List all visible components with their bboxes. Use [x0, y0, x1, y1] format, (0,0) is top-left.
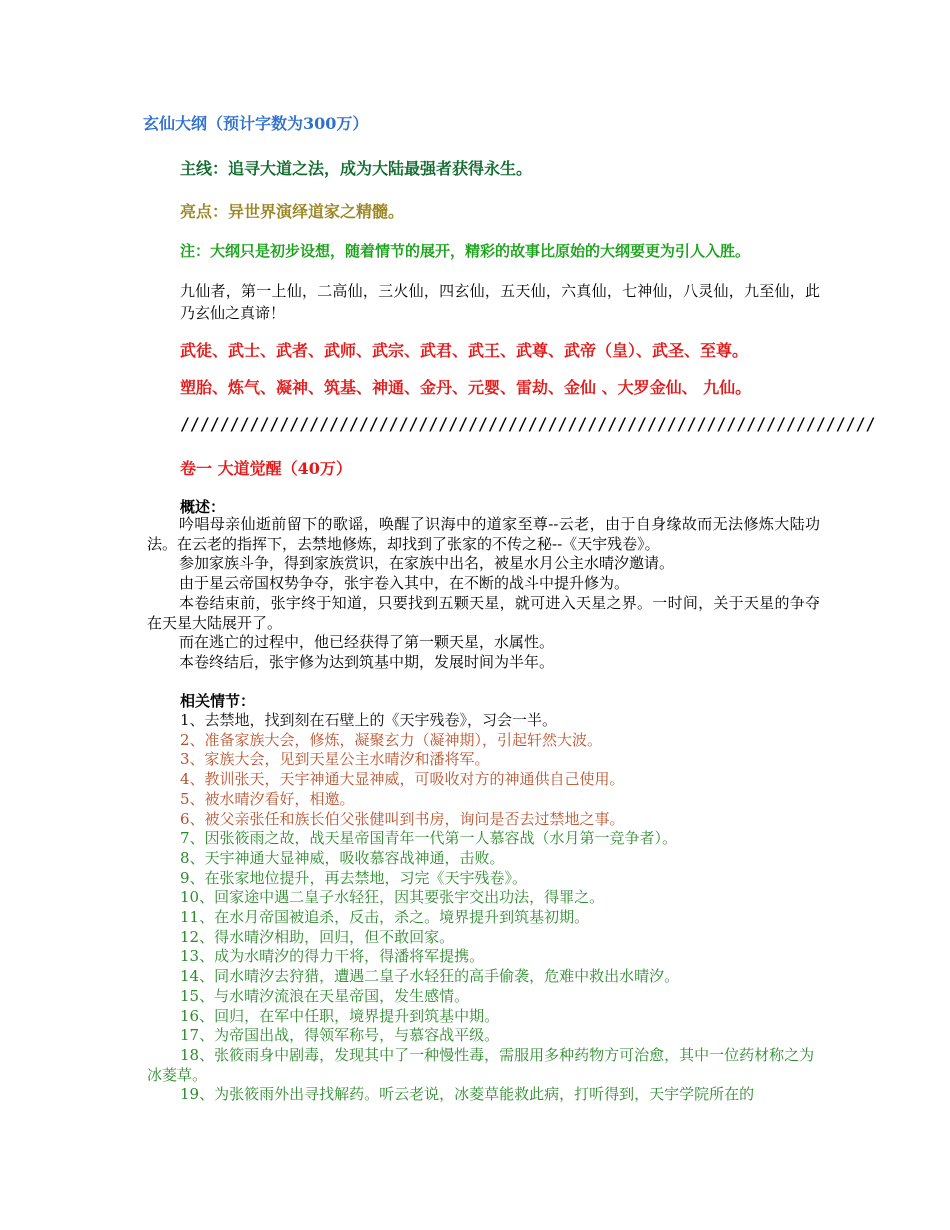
martial-ranks: 武徒、武士、武者、武师、武宗、武君、武王、武尊、武帝（皇）、武圣、至尊。 — [180, 341, 749, 360]
plot-item: 16、回归，在军中任职，境界提升到筑基中期。 — [180, 1006, 500, 1025]
plot-item: 14、同水晴汐去狩猎，遭遇二皇子水轻狂的高手偷袭，危难中救出水晴汐。 — [180, 967, 680, 986]
overview-paragraph-4: 本卷结束前，张宇终于知道，只要找到五颗天星，就可进入天星之界。一时间，关于天星的争夺在天星大陆展开了。 — [147, 594, 820, 632]
plot-item: 7、因张筱雨之故，战天星帝国青年一代第一人慕容战（水月第一竞争者）。 — [180, 829, 678, 848]
plot-item: 9、在张家地位提升，再去禁地，习完《天宇残卷》。 — [180, 868, 528, 887]
plot-item: 10、回家途中遇二皇子水轻狂，因其要张宇交出功法，得罪之。 — [180, 888, 605, 907]
main-line: 主线：追寻大道之法，成为大陆最强者获得永生。 — [180, 159, 533, 178]
overview-heading: 概述： — [180, 498, 226, 516]
volume-title: 卷一 大道觉醒（40万） — [180, 459, 352, 478]
doc-title: 玄仙大纲（预计字数为300万） — [143, 114, 369, 133]
cultivation-ranks: 塑胎、炼气、凝神、筑基、神通、金丹、元婴、雷劫、金仙 、大罗金仙、 九仙。 — [180, 378, 752, 397]
plot-list — [147, 711, 820, 1105]
plot-item: 19、为张筱雨外出寻找解药。听云老说，冰菱草能救此病，打听得到，天宇学院所在的 — [180, 1085, 755, 1104]
plot-item: 11、在水月帝国被追杀，反击，杀之。境界提升到筑基初期。 — [180, 908, 590, 927]
plot-item: 8、天宇神通大显神威，吸收慕容战神通，击败。 — [180, 848, 505, 867]
plot-item: 15、与水晴汐流浪在天星帝国，发生感情。 — [180, 986, 470, 1005]
plot-item: 3、家族大会，见到天星公主水晴汐和潘将军。 — [180, 750, 490, 769]
plot-item: 13、成为水晴汐的得力干将，得潘将军提携。 — [180, 947, 485, 966]
note-line: 注：大纲只是初步设想，随着情节的展开，精彩的故事比原始的大纲要更为引人入胜。 — [180, 242, 751, 260]
plot-item: 1、去禁地，找到刻在石壁上的《天宇残卷》，习会一半。 — [180, 711, 558, 729]
plot-item: 2、准备家族大会，修炼，凝聚玄力（凝神期），引起轩然大波。 — [180, 730, 603, 749]
overview-paragraph-2: 参加家族斗争，得到家族赏识，在家族中出名，被星水月公主水晴汐邀请。 — [179, 554, 675, 572]
plot-item: 5、被水晴汐看好，相邀。 — [180, 789, 355, 808]
overview-paragraph-1: 吟唱母亲仙逝前留下的歌谣，唤醒了识海中的道家至尊--云老，由于自身缘故而无法修炼大陆功法。在云老的指挥下，去禁地修炼，却找到了张家的不传之秘--《天宇残卷》。 — [147, 515, 820, 553]
plot-item: 6、被父亲张任和族长伯父张健叫到书房，询问是否去过禁地之事。 — [180, 809, 625, 828]
overview-paragraph-6: 本卷终结后，张宇修为达到筑基中期，发展时间为半年。 — [179, 653, 555, 671]
plot-heading: 相关情节： — [180, 692, 256, 710]
highlight-line: 亮点：异世界演绎道家之精髓。 — [180, 202, 405, 221]
overview-paragraph-5: 而在逃亡的过程中，他已经获得了第一颗天星，水属性。 — [179, 633, 555, 651]
separator-line: ////////////////////////////////////////////////////////////////////// — [180, 415, 876, 435]
plot-item: 4、教训张天，天宇神通大显神威，可吸收对方的神通供自己使用。 — [180, 770, 625, 789]
plot-item: 12、得水晴汐相助，回归，但不敢回家。 — [180, 927, 455, 946]
overview-paragraph-3: 由于星云帝国权势争夺，张宇卷入其中，在不断的战斗中提升修为。 — [179, 574, 630, 592]
plot-item: 17、为帝国出战，得领军称号，与慕容战平级。 — [180, 1026, 500, 1045]
plot-item: 18、张筱雨身中剧毒，发现其中了一种慢性毒，需服用多种药物方可治愈，其中一位药材称之为冰菱草。 — [147, 1045, 815, 1084]
nine-immortals-paragraph: 九仙者，第一上仙，二高仙，三火仙，四玄仙，五天仙，六真仙，七神仙，八灵仙，九至仙，此乃玄仙之真谛！ — [180, 282, 820, 322]
